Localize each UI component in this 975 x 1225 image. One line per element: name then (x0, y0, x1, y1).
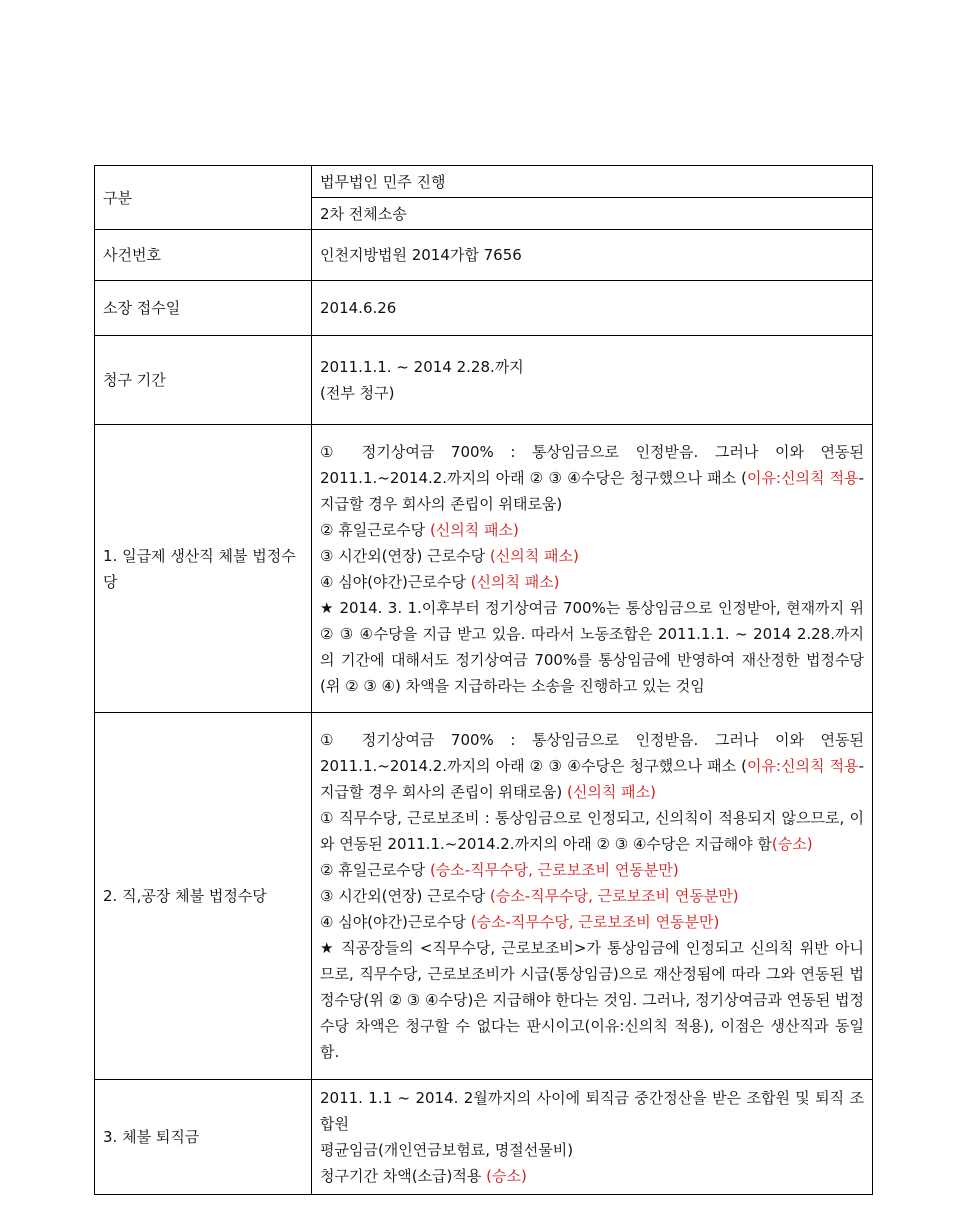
text: 청구기간 차액(소급)적용 (320, 1167, 487, 1185)
row-production (95, 425, 873, 713)
row-filed (95, 281, 873, 336)
severance-line3 (320, 1163, 864, 1189)
filed-value: 2014.6.26 (312, 281, 873, 336)
production-item-4 (320, 569, 864, 595)
red-text: (승소-직무수당, 근로보조비 연동분만) (489, 887, 739, 905)
text: -지급할 경우 회사의 존립이 위태로움) (320, 757, 864, 801)
red-text: 이유:신의칙 적용 (747, 757, 859, 775)
red-text: (승소) (486, 1167, 527, 1185)
lawsuit-summary-table (94, 165, 873, 1195)
text: ③ 시간외(연장) 근로수당 (320, 887, 490, 905)
label-gubun: 구분 (95, 166, 312, 230)
red-text: (신의칙 패소) (489, 546, 579, 565)
case-no-value: 인천지방법원 2014가합 7656 (312, 230, 873, 281)
label-foreman: 2. 직,공장 체불 법정수당 (95, 713, 312, 1080)
red-text: (승소-직무수당, 근로보조비 연동분만) (470, 913, 720, 931)
red-text: (신의칙 패소) (567, 783, 656, 801)
row-period (95, 336, 873, 425)
foreman-item-1 (320, 727, 864, 805)
text: ① 정기상여금 700% : 통상임금으로 인정받음. 그러나 이와 연동된 2011.1.~2014.2.까지의 아래 ② ③ ④수당은 청구했으나 패소 ( (320, 442, 864, 487)
label-production: 1. 일급제 생산직 체불 법정수당 (95, 425, 312, 713)
production-item-1 (320, 439, 864, 517)
period-line1: 2011.1.1. ~ 2014 2.28.까지 (320, 358, 524, 376)
foreman-item-2 (320, 805, 864, 857)
production-item-3 (320, 543, 864, 569)
text: ① 직무수당, 근로보조비 : 통상임금으로 인정되고, 신의칙이 적용되지 않으므로, 이와 연동된 2011.1.~2014.2.까지의 아래 ② ③ ④수당은 지급해야 함 (320, 809, 864, 853)
foreman-note: ★ 직공장들의 <직무수당, 근로보조비>가 통상임금에 인정되고 신의칙 위반 아니므로, 직무수당, 근로보조비가 시급(통상임금)으로 재산정됨에 따라 그와 연동된 법정수당(위 ② ③ ④수당)은 지급해야 한다는 것임. 그러나, 정기상여금과 연동된 법정수당 차액은 청구할 수 없다는 판시이고(이유:신의칙 적용), 이점은 생산직과 동일함. (320, 939, 864, 1061)
gubun-firm: 법무법인 민주 진행 (312, 166, 873, 198)
text: -지급할 경우 회사의 존립이 위태로움) (320, 468, 864, 513)
period-value (312, 336, 873, 425)
text: ③ 시간외(연장) 근로수당 (320, 546, 490, 565)
red-text: (승소) (771, 835, 813, 853)
label-severance: 3. 체불 퇴직금 (95, 1080, 312, 1195)
period-line2: (전부 청구) (320, 384, 395, 402)
production-content (312, 425, 873, 713)
row-foreman (95, 713, 873, 1080)
text: ④ 심야(야간)근로수당 (320, 572, 471, 591)
red-text: (승소-직무수당, 근로보조비 연동분만) (429, 861, 679, 879)
row-case-no (95, 230, 873, 281)
foreman-item-4 (320, 883, 864, 909)
text: ② 휴일근로수당 (320, 861, 430, 879)
foreman-item-5 (320, 909, 864, 935)
text: ④ 심야(야간)근로수당 (320, 913, 471, 931)
text: ① 정기상여금 700% : 통상임금으로 인정받음. 그러나 이와 연동된 2011.1.~2014.2.까지의 아래 ② ③ ④수당은 청구했으나 패소 ( (320, 731, 864, 775)
red-text: (신의칙 패소) (429, 520, 519, 539)
production-item-2 (320, 517, 864, 543)
label-filed: 소장 접수일 (95, 281, 312, 336)
text: ② 휴일근로수당 (320, 520, 430, 539)
label-period: 청구 기간 (95, 336, 312, 425)
severance-content (312, 1080, 873, 1195)
foreman-item-3 (320, 857, 864, 883)
label-case-no: 사건번호 (95, 230, 312, 281)
row-gubun-1 (95, 166, 873, 198)
red-text: (신의칙 패소) (470, 572, 560, 591)
red-text: 이유:신의칙 적용 (747, 468, 859, 487)
production-note: ★ 2014. 3. 1.이후부터 정기상여금 700%는 통상임금으로 인정받아, 현재까지 위 ② ③ ④수당을 지급 받고 있음. 따라서 노동조합은 2011.1.1. ~ 2014 2.28.까지의 기간에 대해서도 정기상여금 700%를 통상임금에 반영하여 재산정한 법정수당(위 ② ③ ④) 차액을 지급하라는 소송을 진행하고 있는 것임 (320, 598, 864, 695)
gubun-round: 2차 전체소송 (312, 198, 873, 230)
severance-line2: 평균임금(개인연금보험료, 명절선물비) (320, 1141, 574, 1159)
row-severance (95, 1080, 873, 1195)
foreman-content (312, 713, 873, 1080)
severance-line1: 2011. 1.1 ~ 2014. 2월까지의 사이에 퇴직금 중간정산을 받은 조합원 및 퇴직 조합원 (320, 1089, 864, 1133)
